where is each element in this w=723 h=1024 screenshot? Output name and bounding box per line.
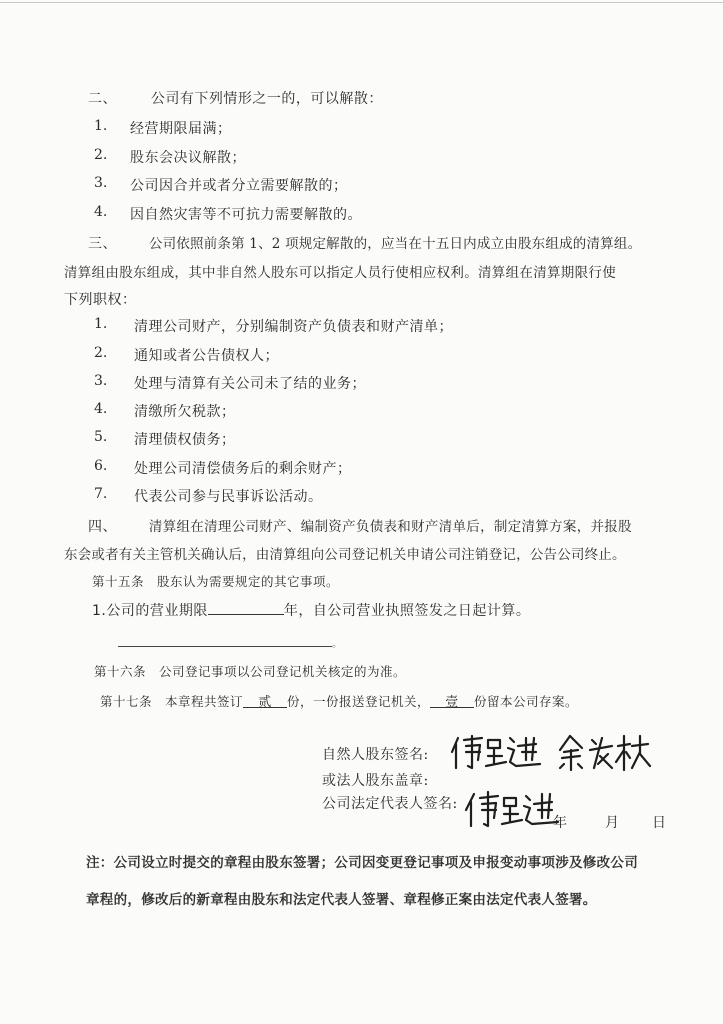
section4-line1: [88, 515, 632, 536]
date-year-label: 年: [553, 815, 568, 831]
section4-heading-num: 四、: [88, 519, 117, 535]
section2-item-num: 1.: [94, 118, 108, 134]
article15-item1-suffix: 年，自公司营业执照签发之日起计算。: [283, 603, 531, 619]
article17-middle: 份，一份报送登记机关，: [287, 694, 431, 709]
section3-item: 通知或者公告债权人；: [134, 348, 279, 364]
legal-person-seal-label: 或法人股东盖章:: [322, 773, 429, 789]
copies-total-blank: 贰: [243, 691, 287, 708]
article15-item1-prefix: 1.公司的营业期限: [92, 603, 208, 619]
copies-kept-blank: 壹: [430, 691, 474, 708]
note-line2: 章程的，修改后的新章程由股东和法定代表人签署、章程修正案由法定代表人签署。: [86, 892, 597, 908]
article17: [100, 691, 578, 710]
extra-terms-period: 。: [332, 639, 343, 650]
section2-heading-num: 二、: [88, 91, 117, 107]
scan-top-edge: [0, 2, 723, 3]
article16: 第十六条 公司登记事项以公司登记机关核定的为准。: [94, 664, 407, 679]
section3-heading-num: 三、: [88, 236, 117, 252]
section3-para-line2: 清算组由股东组成，其中非自然人股东可以指定人员行使相应权利。清算组在清算期限行使: [64, 265, 616, 281]
section3-item-num: 2.: [94, 345, 108, 361]
extra-terms-blank: [118, 630, 332, 647]
note-line1: 注：公司设立时提交的章程由股东签署；公司因变更登记事项及申报变动事项涉及修改公司: [86, 855, 638, 871]
section3-item: 处理与清算有关公司未了结的业务；: [134, 376, 366, 392]
legal-rep-sign-label: 公司法定代表人签名:: [322, 796, 458, 812]
article15-extra-line: [118, 630, 343, 651]
section3-para-line1: 公司依照前条第 1、2 项规定解散的，应当在十五日内成立由股东组成的清算组。: [148, 236, 642, 252]
section2-item-num: 4.: [94, 204, 108, 220]
section2-item: 公司因合并或者分立需要解散的；: [130, 178, 348, 194]
article17-prefix: 第十七条 本章程共签订: [100, 694, 244, 709]
handwritten-signature-3: [462, 786, 564, 830]
article17-suffix: 份留本公司存案。: [474, 694, 579, 709]
section3-item: 清理债权债务；: [134, 432, 236, 448]
section3-item: 处理公司清偿债务后的剩余财产；: [134, 461, 352, 477]
section3-item-num: 7.: [94, 486, 108, 502]
section2-item: 股东会决议解散；: [130, 150, 246, 166]
section4-para-line1: 清算组在清理公司财产、编制资产负债表和财产清单后，制定清算方案，并报股: [148, 519, 632, 535]
section2-heading: [88, 88, 383, 108]
article15-item1: [92, 598, 530, 620]
section3-item-num: 3.: [94, 373, 108, 389]
section2-item: 因自然灾害等不可抗力需要解散的。: [130, 207, 362, 223]
section3-item-num: 5.: [94, 429, 108, 445]
article15-heading: 第十五条 股东认为需要规定的其它事项。: [92, 574, 340, 589]
section3-para-line3: 下列职权：: [64, 292, 137, 308]
section3-item-num: 1.: [94, 316, 108, 332]
section4-para-line2: 东会或者有关主管机关确认后，由清算组向公司登记机关申请公司注销登记，公告公司终止。: [64, 547, 626, 563]
handwritten-signature-1: [448, 730, 548, 772]
business-term-blank: [208, 598, 284, 615]
section2-item-num: 3.: [94, 175, 108, 191]
section3-item: 代表公司参与民事诉讼活动。: [134, 489, 323, 505]
section3-item: 清缴所欠税款；: [134, 404, 236, 420]
section3-line1: [88, 232, 641, 253]
date-month-label: 月: [605, 815, 620, 831]
date-day-label: 日: [652, 815, 667, 831]
section3-item-num: 4.: [94, 401, 108, 417]
section2-item-num: 2.: [94, 147, 108, 163]
section2-heading-text: 公司有下列情形之一的，可以解散：: [150, 91, 383, 107]
section3-item-num: 6.: [94, 458, 108, 474]
section3-item: 清理公司财产，分别编制资产负债表和财产清单；: [134, 319, 453, 335]
handwritten-signature-2: [556, 730, 652, 774]
natural-person-sign-label: 自然人股东签名:: [322, 747, 429, 763]
section2-item: 经营期限届满；: [130, 121, 232, 137]
